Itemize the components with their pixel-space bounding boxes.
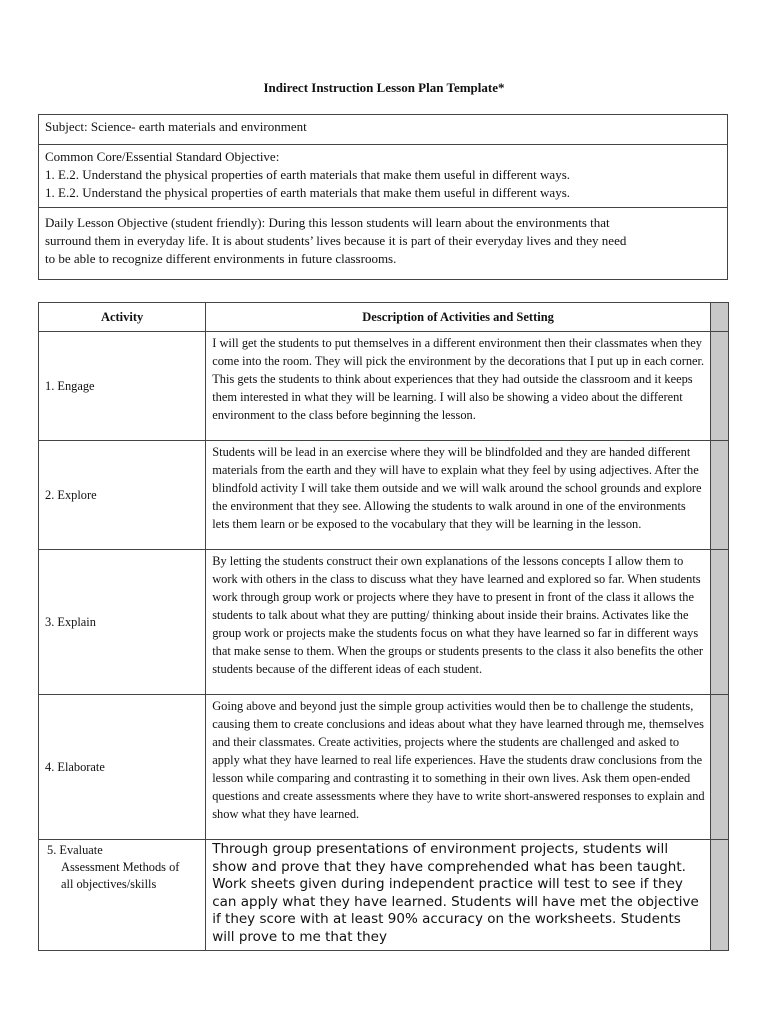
daily-objective-line: Daily Lesson Objective (student friendly): During this lesson students will learn about the environments that <box>45 215 610 230</box>
page-title: Indirect Instruction Lesson Plan Template* <box>263 80 505 95</box>
evaluate-sublabel: all objectives/skills <box>61 877 157 891</box>
table-row <box>39 550 729 695</box>
description-explore: Students will be lead in an exercise where they will be blindfolded and they are handed different materials from the earth and they will have to explain what they feel by using adjectives. After the blindfold activity I will take them outside and we will walk around the school grounds and explore the environment that they see. Allowing the students to walk around in one of the environments lets them learn or be exposed to the vocabulary that they will be learning in the lesson. <box>206 441 711 550</box>
activity-evaluate <box>39 840 206 951</box>
activity-elaborate: 4. Elaborate <box>39 695 206 840</box>
shaded-column <box>710 840 728 951</box>
table-row <box>39 840 729 951</box>
shaded-column <box>710 550 728 695</box>
table-row <box>39 332 729 441</box>
shaded-column <box>710 695 728 840</box>
table-row <box>39 441 729 550</box>
description-elaborate: Going above and beyond just the simple group activities would then be to challenge the students, causing them to create conclusions and ideas about what they have learned through me, themselves and their classmates. Create activities, projects where the students are challenged and asked to apply what they have learned to real life experiences. Have the students draw conclusions from the lesson while comparing and contrasting it to something in their own lives. Ask them open-ended questions and create assessments where they have to write short-answered responses to explain and show what they have learned. <box>206 695 711 840</box>
standard-line: 1. E.2. Understand the physical properties of earth materials that make them useful in different ways. <box>45 185 571 200</box>
daily-objective <box>39 208 727 279</box>
daily-objective-line: to be able to recognize different environments in future classrooms. <box>45 251 397 266</box>
activity-header: Activity <box>39 303 206 332</box>
objectives-box <box>38 114 728 280</box>
activity-explain: 3. Explain <box>39 550 206 695</box>
standard-line: 1. E.2. Understand the physical properties of earth materials that make them useful in different ways. <box>45 167 571 182</box>
activity-explore: 2. Explore <box>39 441 206 550</box>
evaluate-label: 5. Evaluate <box>47 843 103 857</box>
table-row <box>39 695 729 840</box>
description-explain: By letting the students construct their own explanations of the lessons concepts I allow them to work with others in the class to discuss what they have learned and explored so far. When students work through group work or projects where they have to present in front of the class it allows the students to talk about what they are putting/ thinking about inside their brains. Activates like the group work or projects make the students focus on what they have learned so far in different ways that make sense to them. When the groups or students presents to the class it also benefits the other students because of the different ideas of each student. <box>206 550 711 695</box>
activity-engage: 1. Engage <box>39 332 206 441</box>
shaded-column <box>710 303 728 332</box>
shaded-column <box>710 332 728 441</box>
table-header-row <box>39 303 729 332</box>
description-engage: I will get the students to put themselves in a different environment then their classmates when they come into the room. They will pick the environment by the decorations that I put up in each corner. This gets the students to think about experiences that they had outside the classroom and it keeps them interested in what they will be learning. I will also be showing a video about the different environment to the class before beginning the lesson. <box>206 332 711 441</box>
evaluate-sublabel: Assessment Methods of <box>61 860 180 874</box>
standard-objective <box>39 145 727 208</box>
activities-table <box>38 302 729 951</box>
description-header: Description of Activities and Setting <box>206 303 711 332</box>
subject-line: Subject: Science- earth materials and environment <box>39 115 727 145</box>
standard-heading: Common Core/Essential Standard Objective: <box>45 149 280 164</box>
description-evaluate <box>206 840 711 951</box>
evaluate-text: Through group presentations of environment projects, students will show and prove that they have comprehended what has been taught. Work sheets given during independent practice will test to see if they can apply what they have learned. Students will have met the objective if they score with at least 90% accuracy on the worksheets. Students will prove to me that they <box>212 841 699 945</box>
shaded-column <box>710 441 728 550</box>
daily-objective-line: surround them in everyday life. It is about students’ lives because it is part of their everyday lives and they need <box>45 233 627 248</box>
